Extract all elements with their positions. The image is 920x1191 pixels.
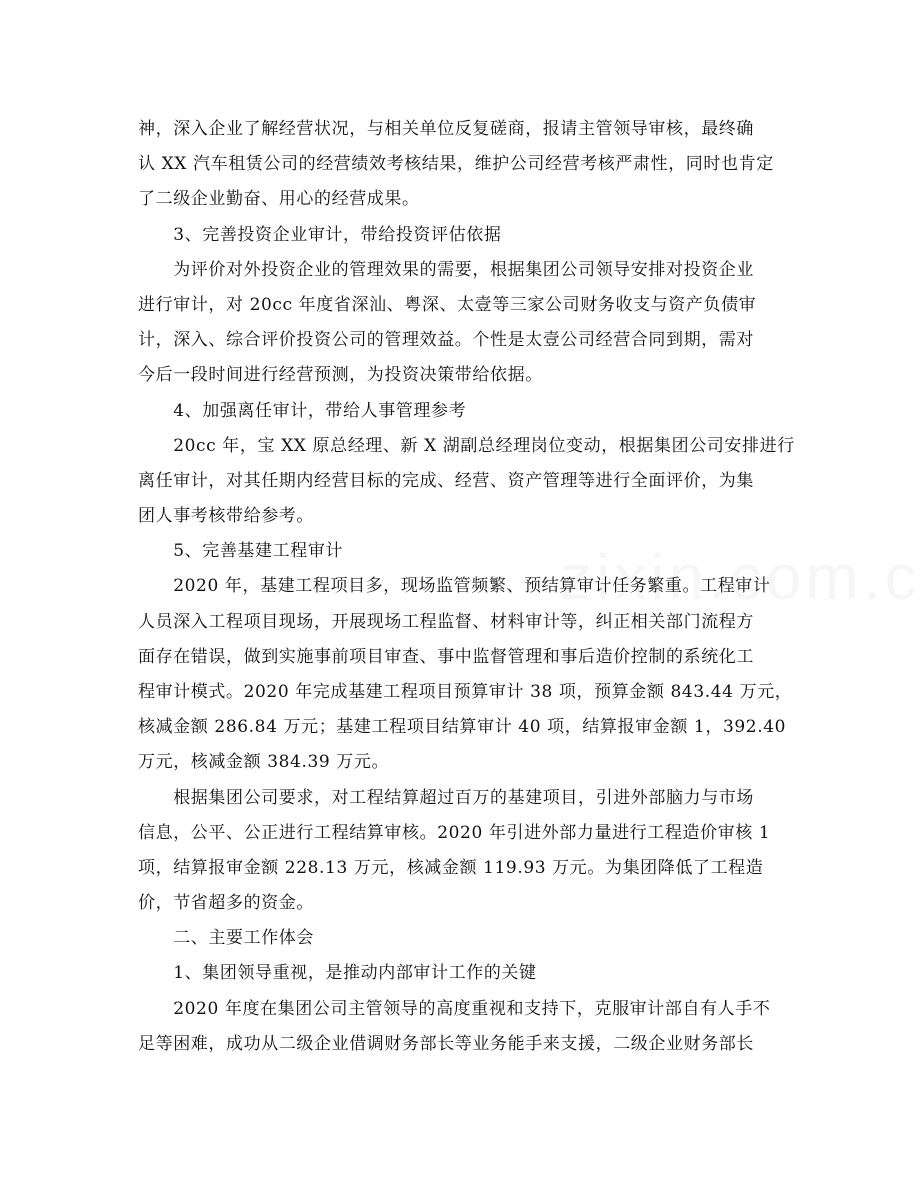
text-line: 团人事考核带给参考。 [138,506,314,526]
text-line: 2020 年，基建工程项目多，现场监管频繁、预结算审计任务繁重。工程审计 [138,576,771,596]
section-heading: 5、完善基建工程审计 [138,541,344,561]
text-line: 面存在错误，做到实施事前项目审查、事中监督管理和事后造价控制的系统化工 [138,647,754,667]
text-line: 进行审计，对 20cc 年度省深汕、粤深、太壹等三家公司财务收支与资产负债审 [138,295,757,315]
text-line: 为评价对外投资企业的管理效果的需要，根据集团公司领导安排对投资企业 [138,260,754,280]
section-heading: 1、集团领导重视，是推动内部审计工作的关键 [138,963,537,983]
text-line: 人员深入工程项目现场，开展现场工程监督、材料审计等，纠正相关部门流程方 [138,612,754,632]
section-heading: 4、加强离任审计，带给人事管理参考 [138,401,467,421]
text-line: 2020 年度在集团公司主管领导的高度重视和支持下，克服审计部自有人手不 [138,999,771,1019]
text-line: 计，深入、综合评价投资公司的管理效益。个性是太壹公司经营合同到期，需对 [138,330,754,350]
text-line: 项，结算报审金额 228.13 万元，核减金额 119.93 万元。为集团降低了工程造 [138,858,764,878]
text-line: 核减金额 286.84 万元；基建工程项目结算审计 40 项，结算报审金额 1，392.40 [138,717,787,737]
text-line: 信息，公平、公正进行工程结算审核。2020 年引进外部力量进行工程造价审核 1 [138,823,771,843]
text-line: 神，深入企业了解经营状况，与相关单位反复磋商，报请主管领导审核，最终确 [138,119,754,139]
text-line: 离任审计，对其任期内经营目标的完成、经营、资产管理等进行全面评价，为集 [138,471,754,491]
text-line: 根据集团公司要求，对工程结算超过百万的基建项目，引进外部脑力与市场 [138,788,754,808]
text-line: 了二级企业勤奋、用心的经营成果。 [138,189,420,209]
text-line: 认 XX 汽车租赁公司的经营绩效考核结果，维护公司经营考核严肃性，同时也肯定 [138,154,774,174]
text-line: 足等困难，成功从二级企业借调财务部长等业务能手来支援，二级企业财务部长 [138,1034,754,1054]
section-heading: 二、主要工作体会 [138,928,314,948]
text-line: 价，节省超多的资金。 [138,893,314,913]
text-line: 20cc 年，宝 XX 原总经理、新 X 湖副总经理岗位变动，根据集团公司安排进行 [138,436,795,456]
text-line: 程审计模式。2020 年完成基建工程项目预算审计 38 项，预算金额 843.44 万元， [138,682,793,702]
text-line: 万元，核减金额 384.39 万元。 [138,752,390,772]
section-heading: 3、完善投资企业审计，带给投资评估依据 [138,225,502,245]
text-line: 今后一段时间进行经营预测，为投资决策带给依据。 [138,365,543,385]
